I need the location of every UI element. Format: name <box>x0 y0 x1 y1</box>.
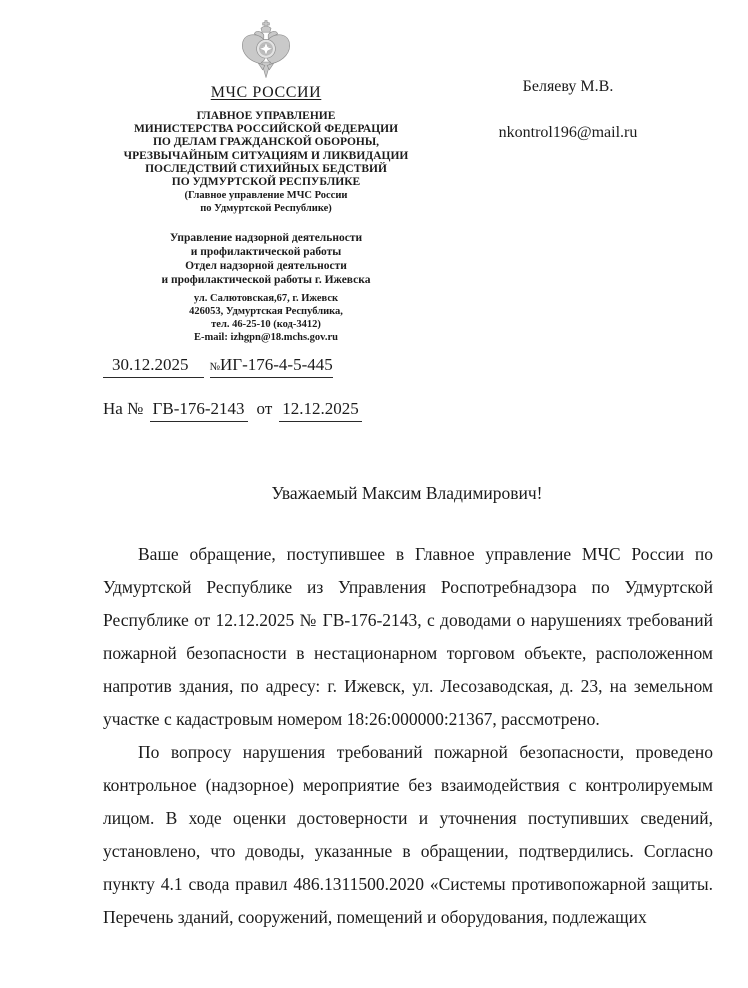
address-block <box>98 292 434 344</box>
division-line: и профилактической работы г. Ижевска <box>161 273 371 286</box>
address-line: тел. 46-25-10 (код-3412) <box>211 319 321 331</box>
from-word: от <box>256 399 273 418</box>
recipient-name: Беляеву М.В. <box>522 78 614 95</box>
address-line: E-mail: izhgpn@18.mchs.gov.ru <box>194 332 338 344</box>
outgoing-reference <box>103 355 333 378</box>
letter-number: ИГ-176-4-5-445 <box>220 355 333 374</box>
letter-body <box>103 538 713 934</box>
address-line: ул. Салютовская,67, г. Ижевск <box>193 293 339 305</box>
org-short-name-block <box>98 190 434 215</box>
letter-number-group <box>210 355 333 378</box>
letterhead <box>98 20 434 344</box>
body-paragraph: По вопросу нарушения требований пожарной безопасности, проведено контрольное (надзорное) мероприятие без взаимодействия с контролируемым лицом. В ходе оценки достоверности и уточнения поступивших сведений, установлено, что доводы, указанные в обращении, подтвердились. Согласно пункту 4.1 свода правил 486.1311500.2020 «Системы противопожарной защиты. Перечень зданий, сооружений, помещений и оборудования, подлежащих <box>103 742 713 927</box>
incoming-number: ГВ-176-2143 <box>150 399 248 422</box>
division-line: Управление надзорной деятельности <box>169 232 363 245</box>
letter-date: 30.12.2025 <box>103 355 204 378</box>
incoming-reference <box>103 399 362 422</box>
salutation: Уважаемый Максим Владимирович! <box>271 483 543 503</box>
body-paragraph: Ваше обращение, поступившее в Главное управление МЧС России по Удмуртской Республике из Управления Роспотребнадзора по Удмуртской Республике от 12.12.2025 № ГВ-176-2143, с доводами о нарушениях требований пожарной безопасности в нестационарном торговом объекте, расположенном напротив здания, по адресу: г. Ижевск, ул. Лесозаводская, д. 23, на земельном участке с кадастровым номером 18:26:000000:21367, рассмотрено. <box>103 544 713 729</box>
division-line: и профилактической работы <box>190 246 342 259</box>
org-short-name-line: по Удмуртской Республике) <box>200 202 332 214</box>
reply-prefix: На № <box>103 399 144 418</box>
org-name-block <box>98 110 434 189</box>
org-name-line: МИНИСТЕРСТВА РОССИЙСКОЙ ФЕДЕРАЦИИ <box>133 123 399 136</box>
recipient-email: nkontrol196@mail.ru <box>498 124 638 141</box>
org-name-line: ГЛАВНОЕ УПРАВЛЕНИЕ <box>196 110 336 122</box>
division-line: Отдел надзорной деятельности <box>185 259 347 272</box>
recipient-block <box>458 78 678 142</box>
division-block <box>98 232 434 287</box>
mchs-emblem-icon <box>238 20 294 82</box>
org-name-line: ПО УДМУРТСКОЙ РЕСПУБЛИКЕ <box>171 176 361 189</box>
address-line: 426053, Удмуртская Республика, <box>189 306 343 318</box>
incoming-date: 12.12.2025 <box>279 399 362 422</box>
number-sign: № <box>209 361 220 373</box>
org-name-line: ПОСЛЕДСТВИЙ СТИХИЙНЫХ БЕДСТВИЙ <box>145 162 387 175</box>
org-short-name-line: (Главное управление МЧС России <box>184 190 348 202</box>
org-name-line: ЧРЕЗВЫЧАЙНЫМ СИТУАЦИЯМ И ЛИКВИДАЦИИ <box>123 149 409 162</box>
agency-title: МЧС РОССИИ <box>210 84 322 101</box>
org-name-line: ПО ДЕЛАМ ГРАЖДАНСКОЙ ОБОРОНЫ, <box>152 136 380 149</box>
